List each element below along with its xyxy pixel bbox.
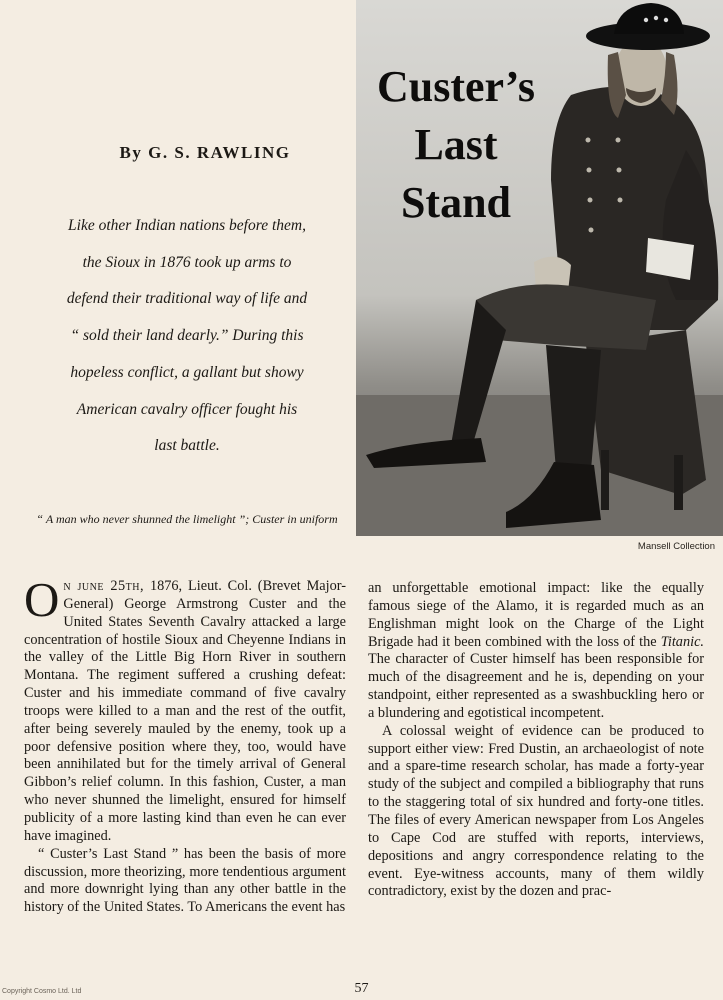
custer-portrait-photo — [356, 0, 723, 536]
title-line: Custer’s — [376, 62, 536, 111]
body-column-right — [368, 580, 704, 901]
paragraph-text: 1876, Lieut. Col. (Brevet Major-General) George Armstrong Custer and the United States Seventh Cavalry attacked a large concentration of hostile Sioux and Cheyenne Indians in the valley of the Little Big Horn River in southern Montana. The regiment suffered a crushing defeat: Custer and his immediate command of five cavalry troops were killed to a man and the rest of the outfit, after being severely mauled by the enemy, took up a poor defensive position where they, too, would have been annihilated but for the timely arrival of General Gibbon’s relief column. In this fashion, Custer, a man who never shunned the limelight, ensured for himself publicity of a more lasting kind than even he can ever have imagined. — [24, 578, 346, 844]
standfirst — [26, 208, 348, 465]
standfirst-line: “ sold their land dearly.” During this — [70, 327, 304, 345]
title-line: Last — [414, 120, 498, 169]
photo-caption: “ A man who never shunned the limelight ”; Custer in uniform — [36, 512, 338, 526]
standfirst-line: the Sioux in 1876 took up arms to — [82, 253, 292, 271]
page-number: 57 — [354, 981, 369, 996]
drop-cap: O — [24, 572, 60, 627]
italic-title: Titanic. — [660, 633, 704, 650]
standfirst-line: defend their traditional way of life and — [66, 290, 308, 308]
opening-smallcaps: n june 25th, — [63, 578, 145, 594]
body-paragraph: “ Custer’s Last Stand ” has been the basis of more discussion, more theorizing, more tendentious argument and more downright lying than any other battle in the history of the United States. To Americans the event has — [24, 845, 346, 916]
body-column-left — [24, 572, 346, 917]
paragraph-text: an unforgettable emotional impact: like the equally famous siege of the Alamo, it is regarded much as an Englishman might look on the Charge of the Light Brigade had it been combined with the loss of the — [368, 580, 704, 650]
copyright-notice: Copyright Cosmo Ltd. Ltd — [2, 988, 82, 995]
title-line: Stand — [400, 178, 512, 227]
article-title — [356, 58, 556, 232]
paragraph-text: The character of Custer himself has been responsible for much of the disagreement and he is, depending on your standpoint, either represented as a swashbuckling hero or a blundering and egotistical incompetent. — [368, 651, 704, 721]
standfirst-line: hopeless conflict, a gallant but showy — [70, 363, 304, 381]
body-paragraph — [368, 580, 704, 723]
body-paragraph — [24, 572, 346, 846]
standfirst-line: last battle. — [154, 437, 220, 455]
standfirst-line: American cavalry officer fought his — [76, 400, 298, 418]
photo-credit: Mansell Collection — [637, 541, 715, 552]
body-paragraph: A colossal weight of evidence can be produced to support either view: Fred Dustin, an archaeologist of note and a spare-time research scholar, has made a forty-year study of the subject and compiled a bibliography that runs to the staggering total of six hundred and forty-one titles. The files of every American newspaper from Los Angeles to Cape Cod are stuffed with reports, interviews, depositions and angry correspondence relating to the event. Eye-witness accounts, many of them wildly contradictory, exist by the dozen and prac- — [368, 722, 704, 900]
standfirst-line: Like other Indian nations before them, — [68, 217, 306, 234]
byline: By G. S. RAWLING — [119, 143, 291, 162]
